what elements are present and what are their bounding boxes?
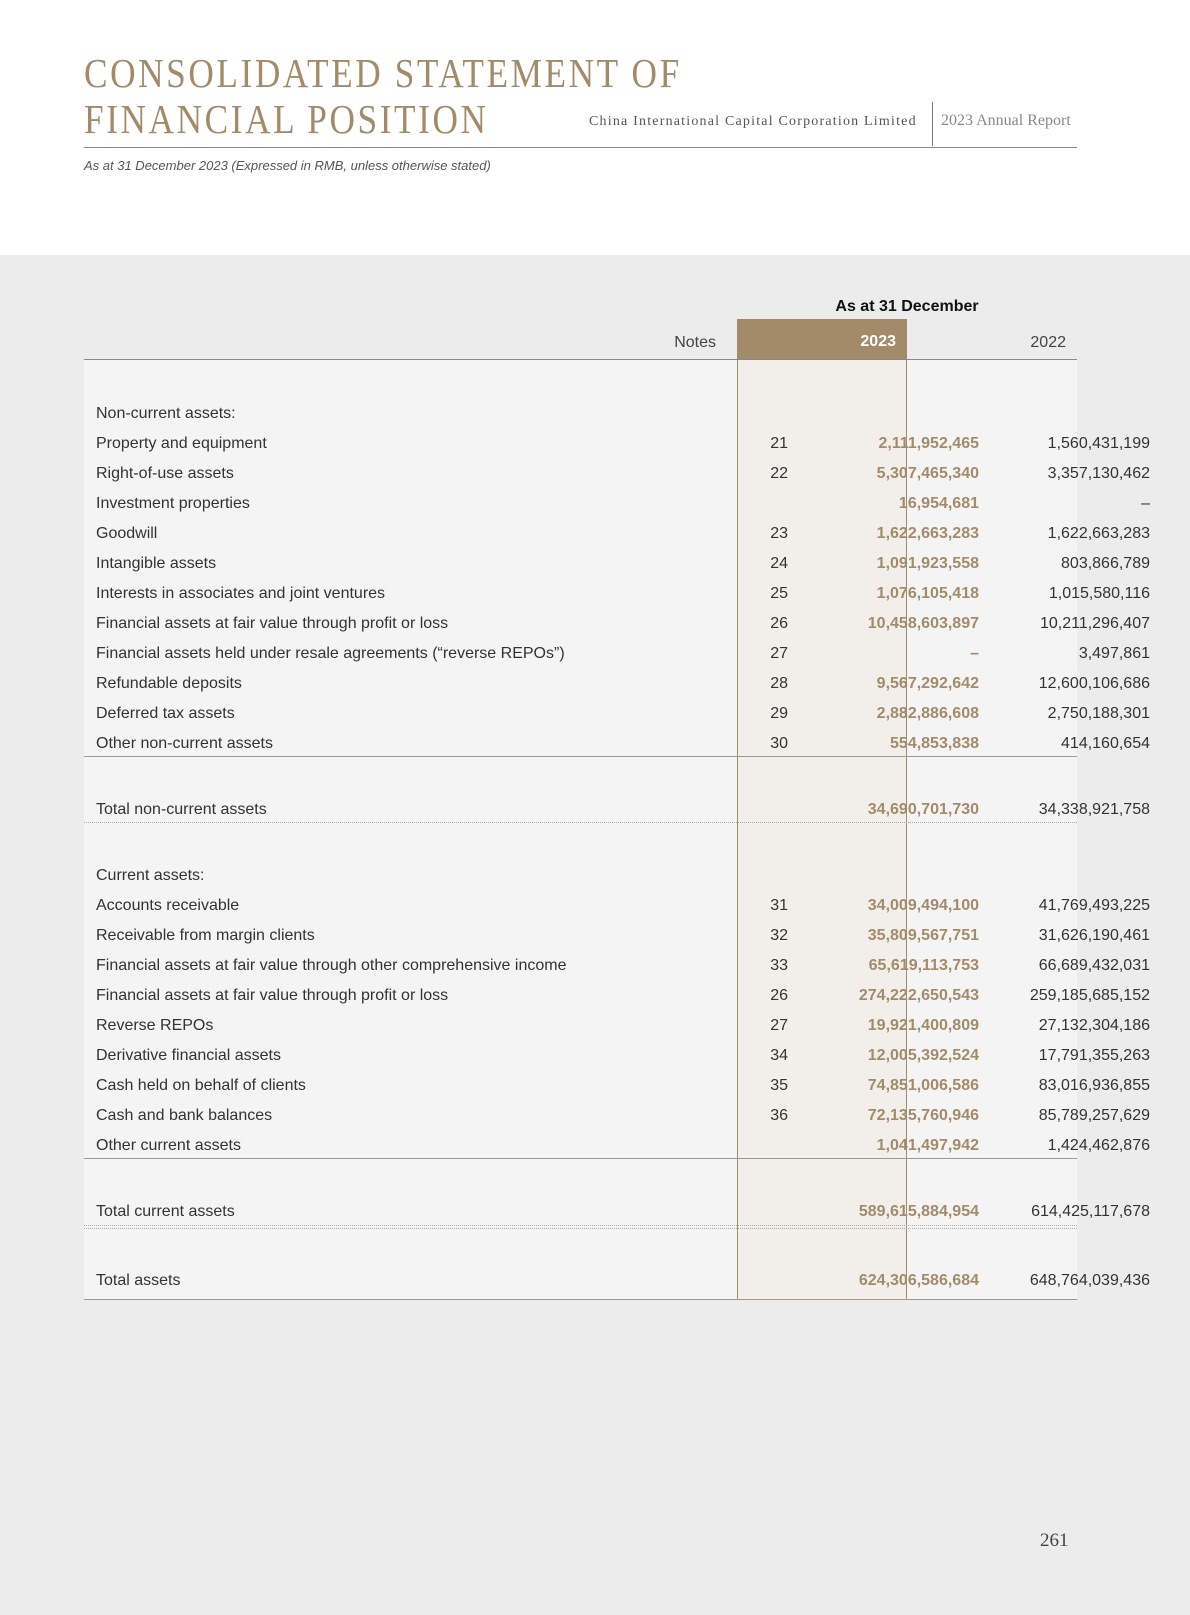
row-label: Intangible assets (96, 555, 217, 572)
total-dotted-rule (84, 1228, 1077, 1229)
report-name: 2023 Annual Report (941, 112, 1071, 129)
row-value-2022: 1,560,431,199 (1047, 435, 1150, 452)
row-note: 26 (770, 987, 788, 1004)
table-row (84, 615, 1150, 637)
page-title-line-1: CONSOLIDATED STATEMENT OF (84, 50, 682, 96)
row-value-2022: 1,622,663,283 (1047, 525, 1150, 542)
row-note: 29 (770, 705, 788, 722)
table-row (84, 927, 1150, 949)
column-header-2023: 2023 (737, 319, 907, 360)
table-row (84, 645, 1150, 667)
section-heading (84, 405, 1077, 427)
row-label: Financial assets at fair value through profit or loss (96, 987, 449, 1004)
row-value-2023: 274,222,650,543 (858, 987, 979, 1004)
row-value-2023: 1,076,105,418 (876, 585, 979, 602)
row-note: 36 (770, 1107, 788, 1124)
row-value-2022: 3,357,130,462 (1047, 465, 1150, 482)
row-label: Investment properties (96, 495, 250, 512)
row-label: Cash held on behalf of clients (96, 1077, 306, 1094)
table-row (84, 987, 1150, 1009)
row-label: Reverse REPOs (96, 1017, 214, 1034)
row-label: Accounts receivable (96, 897, 240, 914)
row-value-2023: 10,458,603,897 (867, 615, 979, 632)
row-value-2022: 83,016,936,855 (1038, 1077, 1150, 1094)
row-value-2023: 9,567,292,642 (876, 675, 979, 692)
row-label: Goodwill (96, 525, 158, 542)
row-value-2022: 614,425,117,678 (1031, 1203, 1150, 1220)
row-value-2023: 19,921,400,809 (867, 1017, 979, 1034)
row-value-2022: 34,338,921,758 (1038, 801, 1150, 818)
row-note: 34 (770, 1047, 788, 1064)
row-value-2022: – (1141, 495, 1150, 512)
row-label: Refundable deposits (96, 675, 242, 692)
row-note: 21 (770, 435, 788, 452)
row-label: Total assets (96, 1272, 181, 1289)
table-row (84, 675, 1150, 697)
row-value-2023: 16,954,681 (898, 495, 979, 512)
row-value-2023: 1,041,497,942 (876, 1137, 979, 1154)
table-row (84, 555, 1150, 577)
group-header: As at 31 December (835, 298, 979, 315)
row-value-2022: 66,689,432,031 (1038, 957, 1150, 974)
row-value-2023: 74,851,006,586 (867, 1077, 979, 1094)
row-value-2022: 2,750,188,301 (1047, 705, 1150, 722)
row-label: Right-of-use assets (96, 465, 234, 482)
table-row (84, 1107, 1150, 1129)
row-note: 25 (770, 585, 788, 602)
row-value-2023: 65,619,113,753 (868, 957, 979, 974)
row-value-2023: 2,111,952,465 (878, 435, 979, 452)
total-row (84, 801, 1150, 823)
header-divider (932, 102, 933, 146)
table-row (84, 1077, 1150, 1099)
row-value-2022: 803,866,789 (1061, 555, 1150, 572)
row-value-2022: 1,424,462,876 (1047, 1137, 1150, 1154)
row-label: Derivative financial assets (96, 1047, 281, 1064)
notes-column-header: Notes (674, 334, 716, 351)
row-value-2023: 34,690,701,730 (867, 801, 979, 818)
row-value-2022: 31,626,190,461 (1038, 927, 1150, 944)
row-label: Deferred tax assets (96, 705, 235, 722)
row-value-2022: 414,160,654 (1061, 735, 1150, 752)
header-underline (84, 359, 1077, 360)
row-value-2023: 554,853,838 (890, 735, 979, 752)
row-note: 26 (770, 615, 788, 632)
row-value-2023: 34,009,494,100 (867, 897, 979, 914)
company-name: China International Capital Corporation Limited (589, 114, 917, 129)
grand-total-row (84, 1272, 1150, 1294)
row-note: 30 (770, 735, 788, 752)
row-note: 31 (770, 897, 788, 914)
table-row (84, 1017, 1150, 1039)
row-value-2023: 72,135,760,946 (867, 1107, 979, 1124)
table-row (84, 435, 1150, 457)
table-row (84, 495, 1150, 517)
column-header-2022: 2022 (1030, 334, 1066, 351)
page-title-line-2: FINANCIAL POSITION (84, 96, 489, 142)
total-dotted-rule (84, 1225, 1077, 1226)
table-row (84, 957, 1150, 979)
row-value-2023: 12,005,392,524 (867, 1047, 979, 1064)
row-note: 22 (770, 465, 788, 482)
table-row (84, 585, 1150, 607)
row-note: 24 (770, 555, 788, 572)
row-label: Interests in associates and joint ventures (96, 585, 386, 602)
row-note: 35 (770, 1077, 788, 1094)
row-value-2022: 12,600,106,686 (1038, 675, 1150, 692)
table-row (84, 735, 1150, 757)
total-dotted-rule (84, 822, 1077, 823)
row-value-2023: 589,615,884,954 (858, 1203, 979, 1220)
row-note: 32 (770, 927, 788, 944)
row-label: Financial assets at fair value through profit or loss (96, 615, 449, 632)
row-value-2023: 5,307,465,340 (876, 465, 979, 482)
row-note: 27 (770, 645, 788, 662)
table-row (84, 465, 1150, 487)
row-note: 33 (770, 957, 788, 974)
row-label: Receivable from margin clients (96, 927, 315, 944)
row-label: Other non-current assets (96, 735, 273, 752)
table-row (84, 705, 1150, 727)
row-value-2022: 27,132,304,186 (1038, 1017, 1150, 1034)
row-note: 28 (770, 675, 788, 692)
total-row (84, 1203, 1150, 1225)
row-value-2022: 1,015,580,116 (1048, 585, 1150, 602)
table-bottom-rule (84, 1299, 1077, 1300)
row-label: Property and equipment (96, 435, 267, 452)
page-number: 261 (1040, 1530, 1069, 1551)
table-row (84, 1047, 1150, 1069)
row-value-2022: 10,211,296,407 (1039, 615, 1150, 632)
row-value-2022: 259,185,685,152 (1029, 987, 1150, 1004)
row-value-2023: 35,809,567,751 (867, 927, 979, 944)
row-label: Non-current assets: (96, 405, 236, 422)
row-value-2023: – (970, 645, 979, 662)
subtotal-rule (84, 1158, 1077, 1159)
section-heading (84, 867, 1077, 889)
row-label: Current assets: (96, 867, 205, 884)
row-label: Cash and bank balances (96, 1107, 273, 1124)
row-value-2022: 41,769,493,225 (1038, 897, 1150, 914)
row-value-2023: 624,306,586,684 (858, 1272, 979, 1289)
row-note: 27 (770, 1017, 788, 1034)
row-value-2022: 648,764,039,436 (1029, 1272, 1150, 1289)
row-label: Financial assets at fair value through other comprehensive income (96, 957, 567, 974)
table-row (84, 525, 1150, 547)
table-row (84, 897, 1150, 919)
row-value-2023: 1,622,663,283 (876, 525, 979, 542)
subtotal-rule (84, 756, 1077, 757)
row-value-2022: 17,791,355,263 (1038, 1047, 1150, 1064)
row-label: Total current assets (96, 1203, 235, 1220)
statement-subtitle: As at 31 December 2023 (Expressed in RMB, unless otherwise stated) (84, 158, 491, 173)
row-label: Financial assets held under resale agreements (“reverse REPOs”) (96, 645, 565, 662)
row-label: Other current assets (96, 1137, 241, 1154)
table-row (84, 1137, 1150, 1159)
row-value-2022: 85,789,257,629 (1038, 1107, 1150, 1124)
row-note: 23 (770, 525, 788, 542)
row-value-2023: 2,882,886,608 (876, 705, 979, 722)
row-label: Total non-current assets (96, 801, 267, 818)
header-rule (84, 147, 1077, 148)
row-value-2023: 1,091,923,558 (876, 555, 979, 572)
row-value-2022: 3,497,861 (1078, 645, 1150, 662)
